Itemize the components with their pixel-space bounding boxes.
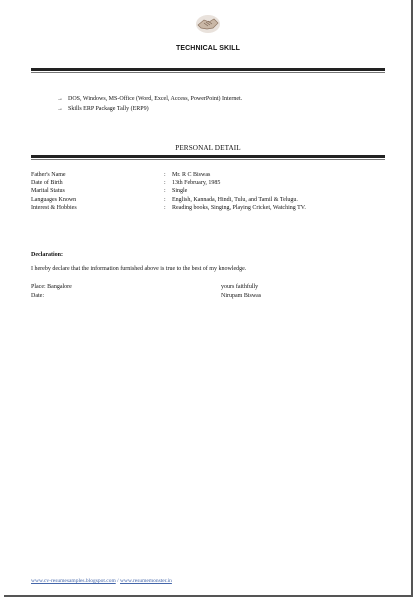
detail-label: Date of Birth — [31, 180, 63, 187]
list-item: → DOS, Windows, MS-Office (Word, Excel, Access, PowerPoint) Internet. — [57, 96, 243, 102]
section-heading-technical-skill: TECHNICAL SKILL — [176, 45, 240, 52]
detail-label: Father's Name — [31, 172, 66, 178]
detail-label: Languages Known — [31, 196, 77, 203]
section-rule — [31, 68, 385, 73]
signatory-name: Nirupam Biswas — [221, 293, 262, 299]
declaration-place: Place: Bangalore — [31, 284, 72, 290]
list-item: → Skills ERP Package Tally (ERP9) — [57, 106, 149, 112]
page-shadow-right — [411, 0, 413, 597]
section-heading-personal-detail: PERSONAL DETAIL — [175, 144, 241, 152]
detail-value: 13th February, 1985 — [172, 180, 221, 187]
detail-value: Mr. R C Biswas — [172, 172, 211, 178]
footer-links — [31, 578, 172, 584]
section-rule — [31, 155, 385, 160]
arrow-icon: → — [57, 96, 63, 102]
detail-colon: : — [164, 188, 166, 195]
detail-colon: : — [164, 204, 166, 211]
handshake-icon — [195, 12, 221, 34]
detail-value: Reading books, Singing, Playing Cricket, Watching TV. — [172, 204, 306, 211]
page-shadow-bottom — [4, 595, 413, 597]
declaration-closing: yours faithfully — [221, 284, 259, 290]
detail-label: Interest & Hobbies — [31, 204, 77, 211]
detail-colon: : — [164, 172, 166, 178]
declaration-text: I hereby declare that the information furnished above is true to the best of my knowledge. — [31, 266, 247, 272]
footer-link-cv-resumesamples[interactable]: www.cv-resumesamples.blogspot.com — [31, 578, 116, 584]
detail-value: English, Kannada, Hindi, Tulu, and Tamil & Telugu. — [172, 196, 298, 203]
declaration-title: Declaration: — [31, 252, 63, 258]
declaration-date: Date: — [31, 293, 44, 299]
technical-skill-list — [57, 94, 242, 114]
footer-separator: / — [117, 578, 119, 584]
detail-value: Single — [172, 188, 188, 195]
arrow-icon: → — [57, 106, 63, 112]
footer-link-resumemonster[interactable]: www.resumemonster.in — [120, 578, 172, 584]
detail-colon: : — [164, 180, 166, 187]
detail-colon: : — [164, 196, 166, 203]
detail-label: Marital Status — [31, 188, 65, 195]
